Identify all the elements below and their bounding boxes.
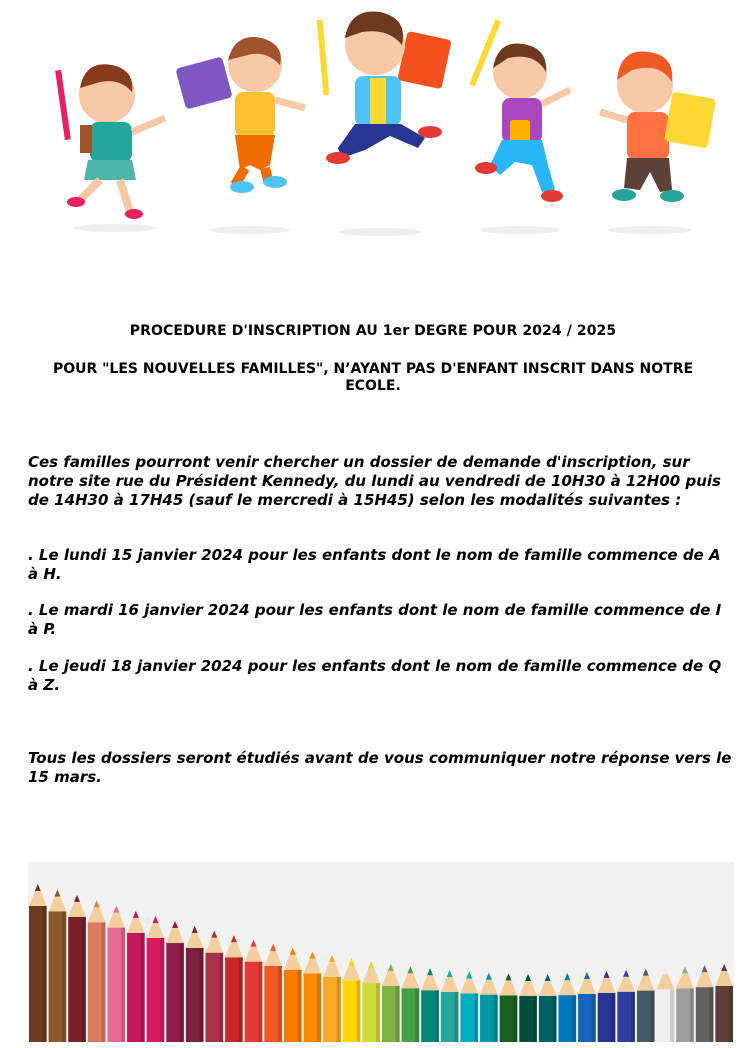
pencil	[225, 935, 243, 1042]
child-3	[317, 12, 452, 236]
pencil	[107, 906, 125, 1042]
schedule-item: . Le mardi 16 janvier 2024 pour les enfants dont le nom de famille commence de I à P.	[28, 601, 722, 638]
child-4	[469, 19, 570, 234]
pencil	[147, 916, 165, 1042]
intro-paragraph: Ces familles pourront venir chercher un dossier de demande d'inscription, sur notre site rue du Président Kennedy, du lundi au vendredi de 10H30 à 12H00 puis de 14H30 à 17H45 (sauf le mercredi à 15H45) selon les modalités suivantes :	[28, 453, 721, 509]
colored-pencils-illustration	[28, 862, 734, 1042]
child-2	[175, 37, 305, 234]
schedule-item: . Le jeudi 18 janvier 2024 pour les enfants dont le nom de famille commence de Q à Z.	[28, 657, 722, 694]
pencil	[49, 889, 67, 1042]
pencil	[127, 911, 145, 1042]
pencil	[68, 895, 86, 1042]
jumping-children-illustration	[20, 0, 726, 250]
pencil	[29, 884, 47, 1042]
child-5	[600, 52, 716, 234]
child-1	[55, 64, 165, 232]
closing-paragraph: Tous les dossiers seront étudiés avant de vous communiquer notre réponse vers le 15 mars.	[28, 749, 732, 786]
procedure-title: PROCEDURE D'INSCRIPTION AU 1er DEGRE POUR 2024 / 2025	[129, 323, 617, 339]
pencil	[186, 926, 204, 1042]
schedule-item: . Le lundi 15 janvier 2024 pour les enfants dont le nom de famille commence de A à H.	[28, 546, 721, 583]
procedure-subtitle: POUR "LES NOUVELLES FAMILLES", N’AYANT PAS D'ENFANT INSCRIT DANS NOTRE ECOLE.	[52, 361, 694, 394]
pencil	[206, 931, 224, 1042]
pencil	[166, 921, 184, 1042]
pencil	[88, 900, 106, 1042]
